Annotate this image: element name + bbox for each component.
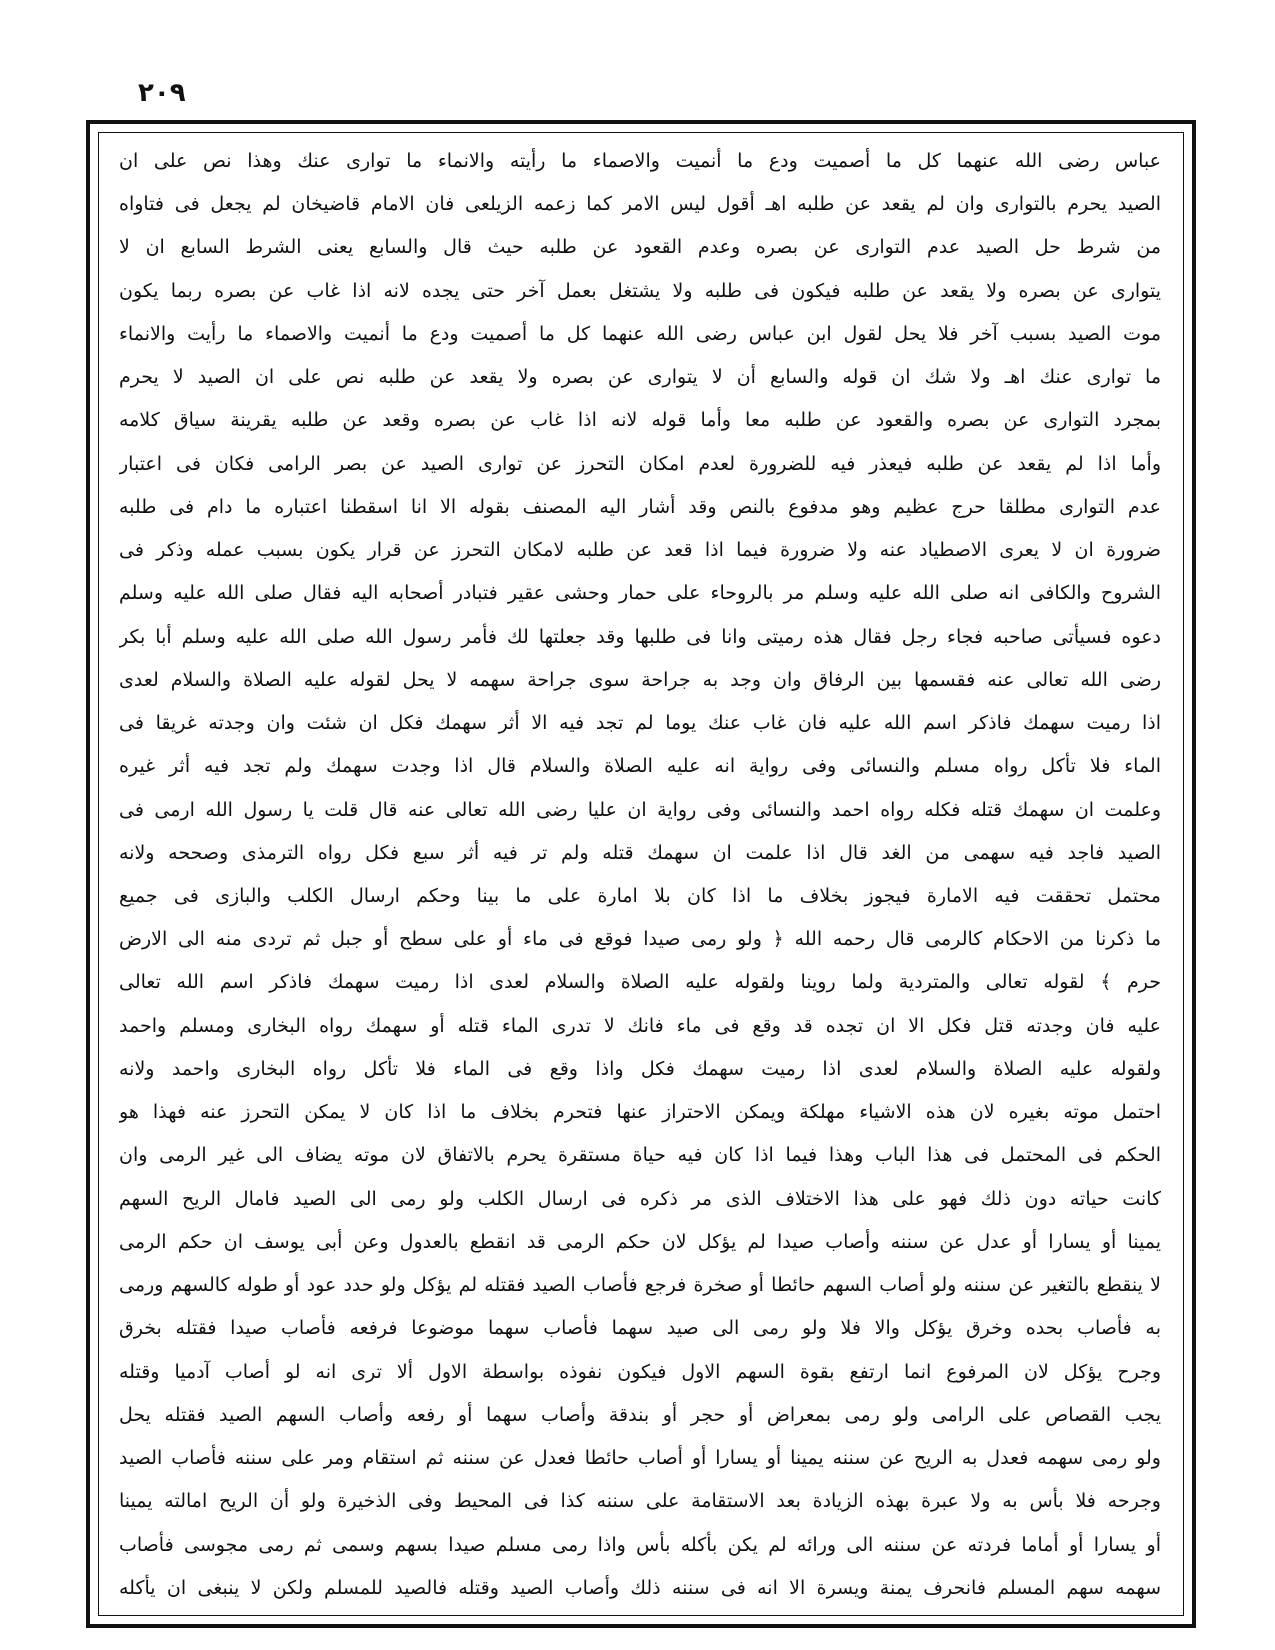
text-line: الحكم فى المحتمل فى هذا الباب وهذا فيما اذا كان فيه حياة مستقرة يحرم بالاتفاق لان موته يضاف الى غير الرمى وان — [119, 1144, 1161, 1167]
text-line: اذا رميت سهمك فاذكر اسم الله عليه فان غاب عنك يوما لم تجد فيه الا أثر سهمك فكل ان شئت وان وجدته غريقا فى — [119, 712, 1161, 735]
text-line: رضى الله تعالى عنه فقسمها بين الرفاق وان وجد به جراحة سوى جراحة سهمه لا يحل لقوله عليه الصلاة والسلام لعدى — [119, 668, 1161, 691]
text-line: ما توارى عنك اهـ ولا شك ان قوله والسابع أن لا يتوارى عن بصره ولا يقعد عن طلبه نص على ان الصيد لا يحرم — [119, 366, 1161, 389]
text-line: دعوه فسيأتى صاحبه فجاء رجل فقال هذه رميتى وانا فى طلبها وقد جعلتها لك فأمر رسول الله صلى الله عليه وسلم أبا بكر — [119, 625, 1161, 648]
text-line: حرم ﴾ لقوله تعالى والمتردية ولما روينا ولقوله عليه الصلاة والسلام لعدى اذا رميت سهمك فاذكر اسم الله تعالى — [119, 971, 1161, 994]
text-line: موت الصيد بسبب آخر فلا يحل لقول ابن عباس رضى الله عنهما كل ما أصميت ودع ما أنميت والاصماء ما رأيت والانماء — [119, 322, 1161, 345]
text-line: الصيد فاجد فيه سهمى من الغد قال اذا علمت ان سهمك قتله ولم تر فيه أثر سبع فكل رواه الترمذى وصححه ولانه — [119, 841, 1161, 864]
text-line: عدم التوارى مطلقا حرج عظيم وهو مدفوع بالنص وقد أشار اليه المصنف بقوله الا انا اسقطنا اعتباره ما دام فى طلبه — [119, 495, 1161, 518]
text-line: وجرحه فلا بأس به ولا عبرة بهذه الزيادة بعد الاستقامة على سننه كذا فى المحيط وفى الذخيرة ولو أن الريح امالته يمينا — [119, 1490, 1161, 1513]
text-line: احتمل موته بغيره لان هذه الاشياء مهلكة ويمكن الاحتراز عنها فتحرم بخلاف ما اذا كان لا يمكن التحرز عنه فهذا هو — [119, 1101, 1161, 1124]
page-border-inner — [98, 132, 1184, 1616]
text-line: كانت حياته دون ذلك فهو على هذا الاختلاف الذى مر ذكره فى ارسال الكلب ولو رمى الى الصيد فامال الريح السهم — [119, 1187, 1161, 1210]
text-line: وأما اذا لم يقعد عن طلبه فيعذر فيه للضرورة لعدم امكان التحرز عن توارى الصيد عن بصر الرامى فكان فى اعتبار — [119, 452, 1161, 475]
text-line: بمجرد التوارى عن بصره والقعود عن طلبه معا وأما قوله لانه اذا غاب عن بصره وقعد عن طلبه يقرينة سياق كلامه — [119, 409, 1161, 432]
text-line: عباس رضى الله عنهما كل ما أصميت ودع ما أنميت والاصماء ما رأيته والانماء ما توارى عنك وهذا نص على ان — [119, 150, 1161, 172]
text-body — [119, 145, 1161, 1605]
text-line: وجرح يؤكل لان المرفوع انما ارتفع بقوة السهم الاول فيكون نفوذه بواسطة الاول ألا ترى انه لو أصاب آدميا وقتله — [119, 1360, 1161, 1383]
page-border-outer — [86, 120, 1196, 1628]
text-line: يتوارى عن بصره ولا يقعد عن طلبه فيكون فى طلبه ولا يشتغل بعمل آخر حتى يجده لانه اذا غاب عن بصره ربما يكون — [119, 279, 1161, 302]
text-line: ما ذكرنا من الاحكام كالرمى قال رحمه الله ﴿ ولو رمى صيدا فوقع فى ماء أو على سطح أو جبل ثم تردى منه الى الارض — [119, 928, 1161, 951]
text-line: به فأصاب بحده وخرق يؤكل والا فلا ولو رمى الى صيد سهما فأصاب سهما موضوعا فرفعه فأصاب صيدا فقتله بخرق — [119, 1317, 1161, 1340]
text-line: ولقوله عليه الصلاة والسلام لعدى اذا رميت سهمك فكل واذا وقع فى الماء فلا تأكل رواه البخارى واحمد ولانه — [119, 1057, 1161, 1080]
text-line: أو يسارا أو أماما فردته عن سننه الى ورائه لم يكن بأكله بأس واذا رمى مسلم صيدا بسهم وسمى ثم رمى مجوسى فأصاب — [119, 1533, 1161, 1556]
text-line: وعلمت ان سهمك قتله فكله رواه احمد والنسائى وفى رواية ان عليا رضى الله تعالى عنه قال قلت يا رسول الله ارمى فى — [119, 798, 1161, 821]
text-line: لا ينقطع بالتغير عن سننه ولو أصاب السهم حائطا أو صخرة فرجع فأصاب الصيد فقتله لم يؤكل ولو حدد عود أو طوله كالسهم ورمى — [119, 1274, 1161, 1297]
text-line: يجب القصاص على الرامى ولو رمى بمعراض أو حجر أو بندقة وأصاب سهما أو رفعه وأصاب السهم الصيد فقتله يحل — [119, 1403, 1161, 1426]
text-line: ضرورة ان لا يعرى الاصطياد عنه ولا ضرورة فيما اذا قعد عن طلبه لامكان التحرز عن قرار يكون بسبب عمله وذكر فى — [119, 539, 1161, 562]
text-line: من شرط حل الصيد عدم التوارى عن بصره وعدم القعود عن طلبه حيث قال والسابع يعنى الشرط السابع ان لا — [119, 236, 1161, 259]
text-line: يمينا أو يسارا أو عدل عن سننه وأصاب صيدا لم يؤكل لان حكم الرمى قد انقطع بالعدول وعن أبى يوسف ان حكم الرمى — [119, 1230, 1161, 1253]
text-line: ولو رمى سهمه فعدل به الريح عن سننه يمينا أو يسارا أو أصاب حائطا فعدل عن سننه ثم استقام ومر على سننه فأصاب الصيد — [119, 1447, 1161, 1470]
text-line: الشروح والكافى انه صلى الله عليه وسلم مر بالروحاء على حمار وحشى عقير فتبادر أصحابه اليه فقال صلى الله عليه وسلم — [119, 582, 1161, 605]
text-line: الصيد يحرم بالتوارى وان لم يقعد عن طلبه اهـ أقول ليس الامر كما زعمه الزيلعى فان الامام قاضيخان لم يجعل فى فتاواه — [119, 193, 1161, 216]
text-line: سهمه سهم المسلم فانحرف يمنة ويسرة الا انه فى سننه ذلك وأصاب الصيد وقتله فالصيد للمسلم ولكن لا ينبغى ان يأكله — [119, 1576, 1161, 1599]
text-line: الماء فلا تأكل رواه مسلم والنسائى وفى رواية انه عليه الصلاة والسلام قال اذا وجدت سهمك ولم تجد فيه أثر غيره — [119, 755, 1161, 778]
text-line: محتمل تحققت فيه الامارة فيجوز بخلاف ما اذا كان بلا امارة على ما بينا وحكم ارسال الكلب والبازى فى جميع — [119, 884, 1161, 907]
text-line: عليه فان وجدته قتل فكل الا ان تجده قد وقع فى ماء فانك لا تدرى الماء قتله أو سهمك رواه البخارى ومسلم واحمد — [119, 1014, 1161, 1037]
page-number: ٢٠٩ — [138, 78, 186, 108]
